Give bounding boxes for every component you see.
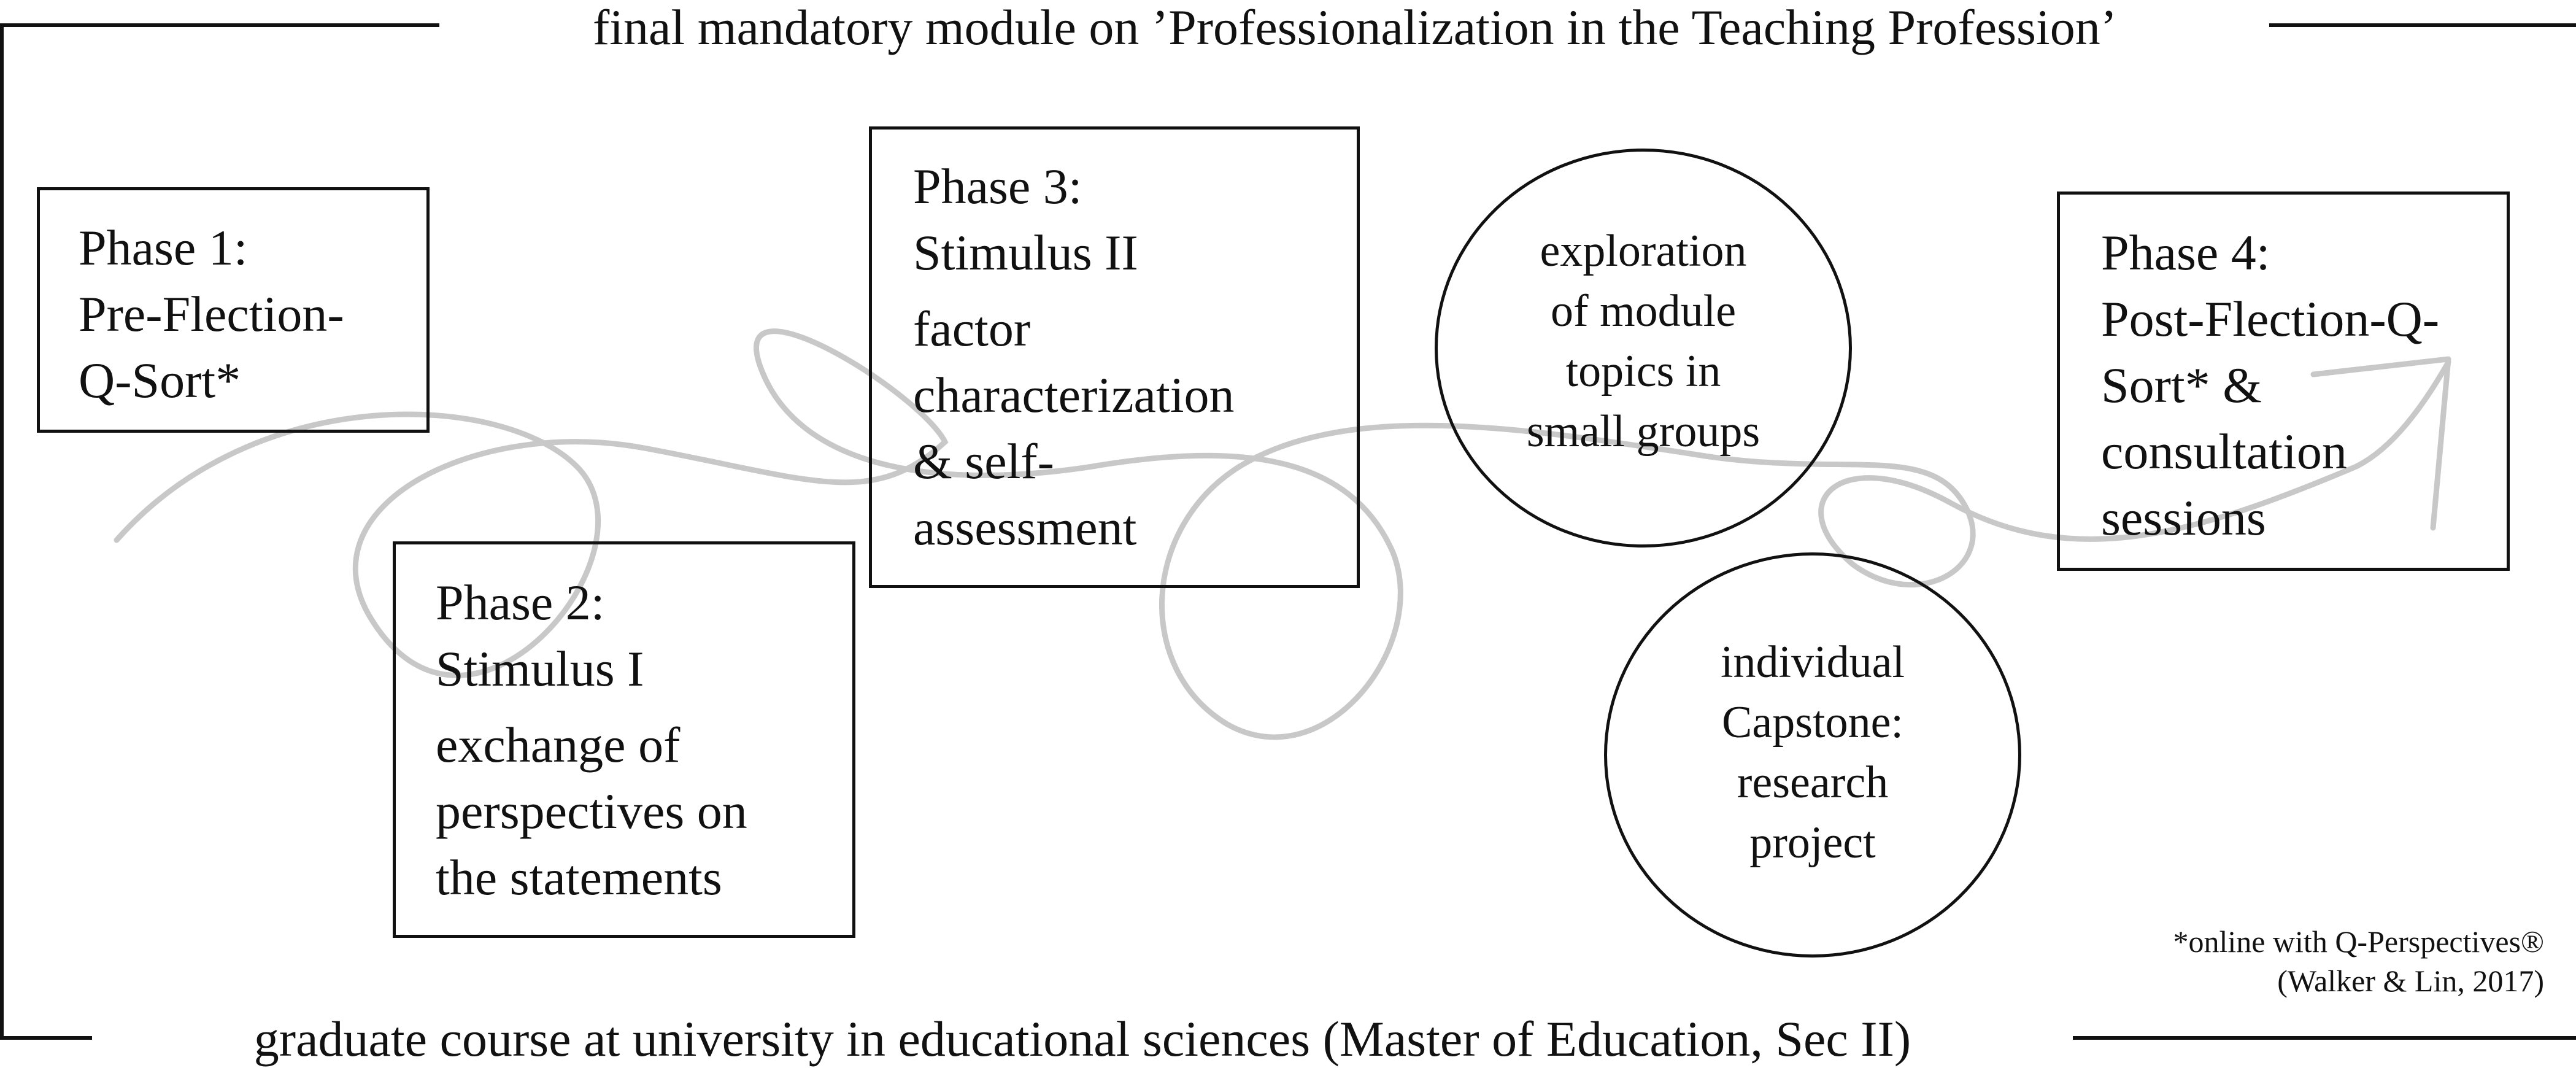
- phase-4-heading-1: Phase 4:: [2101, 225, 2270, 281]
- frame-left-line: [0, 23, 4, 1040]
- phase-3-text: [913, 153, 1235, 561]
- capstone-text: [1604, 632, 2021, 873]
- course-title: graduate course at university in educational sciences (Master of Education, Sec II): [253, 1011, 1911, 1067]
- frame-top-right-line: [2269, 23, 2576, 27]
- phase-2-body-3: the statements: [436, 849, 722, 905]
- phase-4-heading-4: consultation: [2101, 424, 2347, 479]
- phase-4-heading-5: sessions: [2101, 490, 2266, 546]
- frame-bottom-right-line: [2073, 1036, 2576, 1040]
- frame-bottom-left-line: [0, 1036, 92, 1040]
- phase-2-body-1: exchange of: [436, 717, 681, 773]
- phase-3-body-2: characterization: [913, 367, 1235, 423]
- phase-3-heading-2: Stimulus II: [913, 225, 1138, 281]
- phase-1-heading-2: Pre-Flection-: [79, 286, 344, 342]
- capstone-line-2: Capstone:: [1722, 697, 1903, 748]
- small-groups-text: [1435, 221, 1852, 462]
- footnote: [2173, 922, 2544, 1000]
- module-title: final mandatory module on ’Professionalization in the Teaching Profession’: [592, 0, 2118, 55]
- phase-4-text: [2101, 220, 2439, 551]
- phase-4-heading-2: Post-Flection-Q-: [2101, 291, 2440, 347]
- capstone-line-1: individual: [1720, 637, 1905, 687]
- phase-2-heading-2: Stimulus I: [436, 641, 644, 697]
- phase-1-text: [79, 215, 344, 414]
- small-groups-line-1: exploration: [1540, 226, 1747, 276]
- phase-2-heading-1: Phase 2:: [436, 575, 605, 630]
- phase-2-body-2: perspectives on: [436, 783, 747, 839]
- phase-2-text: [436, 570, 747, 911]
- phase-4-heading-3: Sort* &: [2101, 357, 2262, 413]
- small-groups-line-4: small groups: [1526, 406, 1760, 457]
- small-groups-line-2: of module: [1550, 286, 1737, 336]
- phase-1-heading-3: Q-Sort*: [79, 352, 241, 408]
- phase-3-body-4: assessment: [913, 500, 1137, 555]
- footnote-line-2: (Walker & Lin, 2017): [2277, 964, 2544, 998]
- footnote-line-1: *online with Q-Perspectives®: [2173, 924, 2544, 959]
- frame-top-left-line: [0, 23, 439, 27]
- phase-3-heading-1: Phase 3:: [913, 158, 1082, 214]
- phase-3-body-3: & self-: [913, 433, 1054, 489]
- small-groups-line-3: topics in: [1565, 346, 1721, 397]
- capstone-line-4: project: [1749, 818, 1876, 868]
- phase-3-body-1: factor: [913, 301, 1031, 357]
- phase-1-heading-1: Phase 1:: [79, 220, 248, 276]
- capstone-line-3: research: [1737, 757, 1889, 808]
